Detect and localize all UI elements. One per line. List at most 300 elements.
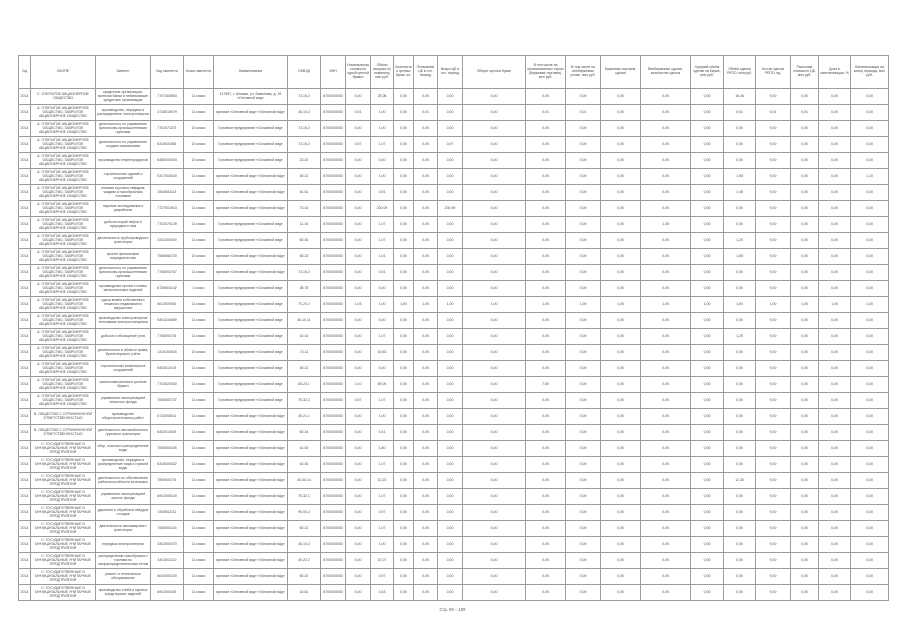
- cell-text: 0,00: [831, 477, 838, 482]
- cell-text: 0,00: [736, 125, 743, 130]
- table-cell: [851, 504, 889, 520]
- table-cell: [756, 280, 791, 296]
- table-cell: [601, 520, 641, 536]
- table-cell: [819, 168, 851, 184]
- table-cell: [414, 440, 438, 456]
- table-cell: [463, 472, 526, 488]
- cell-text: 6901005140: [157, 493, 177, 498]
- table-cell: [31, 584, 96, 600]
- table-row: [19, 488, 889, 504]
- cell-text: 0,00: [736, 205, 743, 210]
- cell-text: 0,00: [662, 509, 669, 514]
- table-cell: [756, 552, 791, 568]
- cell-text: Головное предприятие «Основной вид»: [218, 333, 283, 338]
- table-cell: [214, 504, 288, 520]
- cell-text: 0,00: [801, 125, 808, 130]
- table-cell: [601, 232, 641, 248]
- cell-text: 10 класс: [191, 349, 206, 354]
- cell-text: 0,00: [446, 525, 454, 530]
- table-cell: [151, 280, 184, 296]
- table-cell: [96, 120, 151, 136]
- table-cell: [96, 248, 151, 264]
- table-row: [19, 136, 889, 152]
- table-cell: [691, 200, 724, 216]
- cell-text: 10 класс: [191, 125, 206, 130]
- cell-text: 0,01: [579, 109, 587, 114]
- cell-text: распределение газообразного топлива по газораспределительным сетям: [97, 553, 149, 567]
- cell-text: 0,00: [400, 333, 407, 338]
- cell-text: 0,00: [662, 141, 669, 146]
- table-cell: [414, 504, 438, 520]
- cell-text: 0,00: [736, 429, 743, 434]
- cell-text: 0,00: [422, 285, 429, 290]
- cell-text: 0,00: [662, 173, 669, 178]
- cell-text: 7727001913: [157, 205, 177, 210]
- table-cell: [414, 424, 438, 440]
- table-cell: [463, 248, 526, 264]
- cell-text: 0,00: [354, 333, 362, 338]
- cell-text: А. ОТКРЫТОЕ АКЦИОНЕРНОЕ ОБЩЕСТВО, ЗАКРЫТОЕ АКЦИОНЕРНОЕ ОБЩЕСТВО: [37, 249, 89, 263]
- cell-text: 5700300000: [323, 285, 343, 290]
- cell-text: 0,00: [662, 349, 669, 354]
- cell-text: 0,01: [422, 109, 429, 114]
- table-cell: [601, 408, 641, 424]
- table-cell: [526, 264, 566, 280]
- table-cell: [321, 296, 346, 312]
- table-cell: [321, 184, 346, 200]
- table-cell: [601, 360, 641, 376]
- table-cell: [371, 424, 394, 440]
- cell-text: 0,00: [801, 525, 808, 530]
- table-cell: [756, 264, 791, 280]
- cell-text: 0,00: [579, 429, 587, 434]
- cell-text: 0,00: [662, 381, 669, 386]
- cell-text: 0,00: [769, 221, 777, 226]
- table-cell: [414, 584, 438, 600]
- cell-text: 0,00: [446, 413, 454, 418]
- table-cell: [288, 472, 321, 488]
- cell-text: 5700300000: [323, 573, 343, 578]
- cell-text: 0,00: [617, 445, 624, 450]
- cell-text: 0,00: [769, 525, 777, 530]
- table-cell: [321, 248, 346, 264]
- cell-text: филиал «Основной вид» «Основной вид»: [216, 461, 285, 466]
- table-cell: [851, 312, 889, 328]
- cell-text: 11 класс: [191, 365, 206, 370]
- table-cell: [151, 120, 184, 136]
- table-cell: [31, 232, 96, 248]
- cell-text: 0,00: [703, 557, 711, 562]
- cell-text: 0,00: [490, 221, 498, 226]
- cell-text: филиал «Основной вид» «Основной вид»: [216, 573, 285, 578]
- table-cell: [346, 520, 371, 536]
- table-cell: [791, 504, 819, 520]
- cell-text: В. ОБЩЕСТВО С ОГРАНИЧЕННОЙ ОТВЕТСТВЕННОСТЬЮ: [34, 411, 92, 420]
- cell-text: 2014: [20, 557, 29, 562]
- table-cell: [214, 200, 288, 216]
- table-cell: [394, 264, 414, 280]
- table-cell: [819, 216, 851, 232]
- table-cell: [819, 120, 851, 136]
- cell-text: 0,00: [831, 189, 838, 194]
- cell-text: 5401104669: [157, 317, 177, 322]
- cell-text: 0,00: [617, 429, 624, 434]
- table-cell: [184, 296, 214, 312]
- table-cell: [791, 248, 819, 264]
- table-cell: [566, 376, 601, 392]
- table-cell: [288, 120, 321, 136]
- cell-text: 7830000426: [157, 445, 177, 450]
- cell-text: 2,10: [354, 381, 362, 386]
- cell-text: 11 класс: [191, 573, 206, 578]
- table-cell: [819, 456, 851, 472]
- table-cell: [346, 472, 371, 488]
- column-header-label: В том числе на внебиржевом рынке, млн руб.: [570, 64, 596, 77]
- table-cell: [756, 216, 791, 232]
- cell-text: 5700300000: [323, 349, 343, 354]
- cell-text: 7605000737: [157, 397, 177, 402]
- table-cell: [31, 536, 96, 552]
- table-cell: [151, 360, 184, 376]
- cell-text: 0,00: [769, 173, 777, 178]
- cell-text: 0,00: [422, 93, 429, 98]
- table-cell: [184, 376, 214, 392]
- cell-text: 0,00: [422, 381, 429, 386]
- table-cell: [566, 136, 601, 152]
- cell-text: 5700300000: [323, 477, 343, 482]
- table-cell: [526, 440, 566, 456]
- cell-text: 0,00: [542, 541, 549, 546]
- cell-text: 0,00: [662, 493, 669, 498]
- table-cell: [566, 552, 601, 568]
- table-cell: [414, 248, 438, 264]
- cell-text: 65.23.1: [298, 381, 310, 386]
- cell-text: 1,00: [378, 541, 386, 546]
- cell-text: 0,00: [354, 349, 362, 354]
- cell-text: 0,00: [490, 189, 498, 194]
- cell-text: 0,00: [736, 509, 743, 514]
- cell-text: 2014: [20, 429, 29, 434]
- cell-text: С. ГОСУДАРСТВЕННЫЕ И МУНИЦИПАЛЬНЫЕ УНИТАРНЫЕ ПРЕДПРИЯТИЯ: [35, 521, 91, 535]
- table-cell: [851, 136, 889, 152]
- table-cell: [151, 520, 184, 536]
- cell-text: 0,00: [736, 525, 743, 530]
- cell-text: 0,00: [490, 381, 498, 386]
- cell-text: 0,00: [422, 429, 429, 434]
- cell-text: добыча и обогащение угля: [101, 333, 145, 338]
- table-cell: [414, 568, 438, 584]
- table-cell: [414, 520, 438, 536]
- table-cell: [791, 152, 819, 168]
- table-cell: [526, 552, 566, 568]
- cell-text: 0,00: [617, 157, 624, 162]
- cell-text: 5700300000: [323, 461, 343, 466]
- cell-text: 0,00: [542, 397, 549, 402]
- cell-text: 1,07: [378, 461, 386, 466]
- table-cell: [463, 216, 526, 232]
- cell-text: 0,00: [400, 173, 407, 178]
- table-cell: [96, 424, 151, 440]
- table-cell: [151, 264, 184, 280]
- table-cell: [414, 392, 438, 408]
- table-cell: [438, 472, 463, 488]
- table-cell: [19, 296, 31, 312]
- cell-text: 0,97: [378, 509, 386, 514]
- cell-text: 4401001110: [157, 557, 177, 562]
- cell-text: 1,00: [446, 301, 454, 306]
- column-header: [346, 56, 371, 89]
- cell-text: 0,00: [400, 125, 407, 130]
- cell-text: 0,00: [422, 157, 429, 162]
- table-cell: [394, 104, 414, 120]
- table-cell: [394, 136, 414, 152]
- cell-text: 0,00: [354, 205, 362, 210]
- cell-text: 0,00: [490, 269, 498, 274]
- cell-text: 0,00: [866, 493, 873, 498]
- cell-text: производство хлеба и мучных кондитерских изделий: [98, 587, 148, 596]
- cell-text: 5610000230: [157, 573, 177, 578]
- table-cell: [96, 200, 151, 216]
- cell-text: 1,00: [378, 109, 386, 114]
- cell-text: 0,00: [354, 237, 362, 242]
- cell-text: 0,00: [866, 541, 873, 546]
- cell-text: 0,00: [769, 573, 777, 578]
- table-cell: [851, 120, 889, 136]
- table-cell: [151, 408, 184, 424]
- column-header-label: Эмитент: [116, 68, 130, 73]
- cell-text: 6450000003: [157, 157, 177, 162]
- table-cell: [756, 536, 791, 552]
- cell-text: 0,00: [422, 445, 429, 450]
- cell-text: 0,07: [354, 141, 362, 146]
- cell-text: 0,00: [662, 253, 669, 258]
- table-cell: [851, 488, 889, 504]
- cell-text: 0,00: [490, 413, 498, 418]
- cell-text: 2014: [20, 253, 29, 258]
- cell-text: капиталовложения в ценные бумаги: [99, 379, 147, 388]
- table-cell: [371, 360, 394, 376]
- table-cell: [526, 184, 566, 200]
- table-row: [19, 232, 889, 248]
- cell-text: 0,00: [866, 189, 873, 194]
- cell-text: 0,00: [542, 365, 549, 370]
- cell-text: 0,00: [446, 173, 454, 178]
- cell-text: 0,00: [354, 221, 362, 226]
- cell-text: 0,00: [866, 557, 873, 562]
- cell-text: 0,00: [617, 221, 624, 226]
- table-cell: [96, 88, 151, 104]
- table-cell: [601, 200, 641, 216]
- table-cell: [214, 216, 288, 232]
- table-cell: [819, 296, 851, 312]
- table-cell: [791, 488, 819, 504]
- table-cell: [691, 360, 724, 376]
- cell-text: 1 класс: [192, 285, 205, 290]
- table-cell: [566, 216, 601, 232]
- cell-text: 0,00: [579, 141, 587, 146]
- column-header-label: Кол-во сделок РЕПО, ед.: [761, 66, 785, 75]
- cell-text: 1310160016: [157, 349, 177, 354]
- cell-text: производство общестроительных работ: [102, 411, 144, 420]
- table-cell: [371, 440, 394, 456]
- table-cell: [641, 504, 691, 520]
- cell-text: 0,00: [400, 237, 407, 242]
- cell-text: 0,00: [801, 429, 808, 434]
- column-header-label: ИНН: [329, 68, 337, 73]
- table-row: [19, 568, 889, 584]
- table-cell: [756, 456, 791, 472]
- cell-text: 0,00: [542, 157, 549, 162]
- cell-text: 0,00: [831, 173, 838, 178]
- cell-text: 0,00: [831, 525, 838, 530]
- column-header: [601, 56, 641, 89]
- cell-text: 3302000470: [157, 541, 177, 546]
- cell-text: 0,00: [446, 125, 454, 130]
- cell-text: 0,00: [446, 189, 454, 194]
- table-cell: [526, 584, 566, 600]
- cell-text: 11 класс: [191, 333, 206, 338]
- table-cell: [601, 392, 641, 408]
- table-cell: [724, 296, 756, 312]
- table-cell: [151, 456, 184, 472]
- cell-text: 0,00: [769, 269, 777, 274]
- cell-text: 0,00: [866, 285, 873, 290]
- table-cell: [31, 184, 96, 200]
- cell-text: 1,00: [703, 301, 711, 306]
- cell-text: 0,00: [662, 477, 669, 482]
- column-header: [819, 56, 851, 89]
- table-cell: [288, 88, 321, 104]
- cell-text: 0,00: [769, 349, 777, 354]
- cell-text: 0,00: [422, 173, 429, 178]
- table-cell: [641, 360, 691, 376]
- table-cell: [463, 392, 526, 408]
- table-cell: [371, 504, 394, 520]
- table-cell: [851, 232, 889, 248]
- cell-text: 74.15.2: [298, 93, 310, 98]
- table-cell: [463, 264, 526, 280]
- cell-text: 1,07: [378, 141, 386, 146]
- table-header: [19, 56, 889, 89]
- table-cell: [31, 344, 96, 360]
- cell-text: управление эксплуатацией нежилого фонда: [100, 395, 146, 404]
- cell-text: 0,00: [490, 93, 498, 98]
- table-cell: [394, 424, 414, 440]
- table-cell: [724, 392, 756, 408]
- table-cell: [641, 488, 691, 504]
- table-cell: [819, 104, 851, 120]
- table-cell: [346, 344, 371, 360]
- cell-text: 0,00: [446, 93, 454, 98]
- table-cell: [566, 264, 601, 280]
- cell-text: 0,00: [703, 285, 711, 290]
- cell-text: 0,00: [831, 397, 838, 402]
- cell-text: 0,00: [703, 141, 711, 146]
- cell-text: 0,00: [662, 365, 669, 370]
- cell-text: 0,01: [801, 109, 808, 114]
- cell-text: 0311000000: [157, 237, 177, 242]
- cell-text: 0,00: [579, 541, 587, 546]
- cell-text: 0,00: [866, 205, 873, 210]
- cell-text: 1,25: [736, 333, 743, 338]
- table-cell: [641, 568, 691, 584]
- table-cell: [151, 216, 184, 232]
- table-cell: [601, 120, 641, 136]
- table-cell: [31, 520, 96, 536]
- cell-text: 0,00: [400, 477, 407, 482]
- table-cell: [96, 392, 151, 408]
- table-cell: [791, 520, 819, 536]
- table-cell: [151, 488, 184, 504]
- cell-text: филиал «Основной вид» «Основной вид»: [216, 477, 285, 482]
- cell-text: 2014: [20, 589, 29, 594]
- column-header-label: Доля в капитализации, %: [820, 66, 849, 75]
- cell-text: 0,00: [662, 445, 669, 450]
- table-cell: [288, 456, 321, 472]
- table-cell: [566, 440, 601, 456]
- cell-text: 6316000632: [157, 461, 177, 466]
- cell-text: 0,00: [831, 285, 838, 290]
- cell-text: 0,00: [579, 445, 587, 450]
- cell-text: 0,00: [703, 461, 711, 466]
- cell-text: 0,00: [831, 429, 838, 434]
- table-cell: [346, 360, 371, 376]
- table-cell: [371, 136, 394, 152]
- cell-text: 0,00: [736, 365, 743, 370]
- table-cell: [463, 584, 526, 600]
- cell-text: 0,00: [422, 333, 429, 338]
- cell-text: 11 класс: [191, 109, 206, 114]
- table-cell: [691, 168, 724, 184]
- cell-text: Головное предприятие «Основной вид»: [218, 285, 283, 290]
- table-cell: [414, 120, 438, 136]
- cell-text: 0,00: [542, 93, 549, 98]
- table-cell: [151, 344, 184, 360]
- table-cell: [526, 408, 566, 424]
- table-cell: [641, 312, 691, 328]
- cell-text: 1,07: [378, 221, 386, 226]
- table-cell: [19, 360, 31, 376]
- cell-text: 0,00: [831, 557, 838, 562]
- table-cell: [288, 392, 321, 408]
- cell-text: 10,23: [377, 477, 387, 482]
- cell-text: 2014: [20, 445, 29, 450]
- table-cell: [526, 216, 566, 232]
- table-cell: [371, 520, 394, 536]
- cell-text: 0,00: [703, 493, 711, 498]
- cell-text: 0,00: [579, 285, 587, 290]
- column-header-label: Выкуп ЦБ в отч. период: [440, 66, 460, 75]
- cell-text: 0,00: [703, 157, 711, 162]
- table-row: [19, 504, 889, 520]
- table-cell: [394, 584, 414, 600]
- cell-text: 45.21.1: [298, 413, 310, 418]
- cell-text: 2014: [20, 525, 29, 530]
- table-cell: [151, 472, 184, 488]
- cell-text: 0,00: [662, 429, 669, 434]
- table-cell: [214, 296, 288, 312]
- table-cell: [819, 376, 851, 392]
- table-cell: [463, 168, 526, 184]
- table-cell: [288, 424, 321, 440]
- table-cell: [19, 456, 31, 472]
- table-row: [19, 376, 889, 392]
- cell-text: 0,00: [703, 429, 711, 434]
- table-cell: [214, 168, 288, 184]
- cell-text: С. ГОСУДАРСТВЕННЫЕ И МУНИЦИПАЛЬНЫЕ УНИТАРНЫЕ ПРЕДПРИЯТИЯ: [35, 585, 91, 599]
- table-cell: [566, 456, 601, 472]
- table-cell: [414, 488, 438, 504]
